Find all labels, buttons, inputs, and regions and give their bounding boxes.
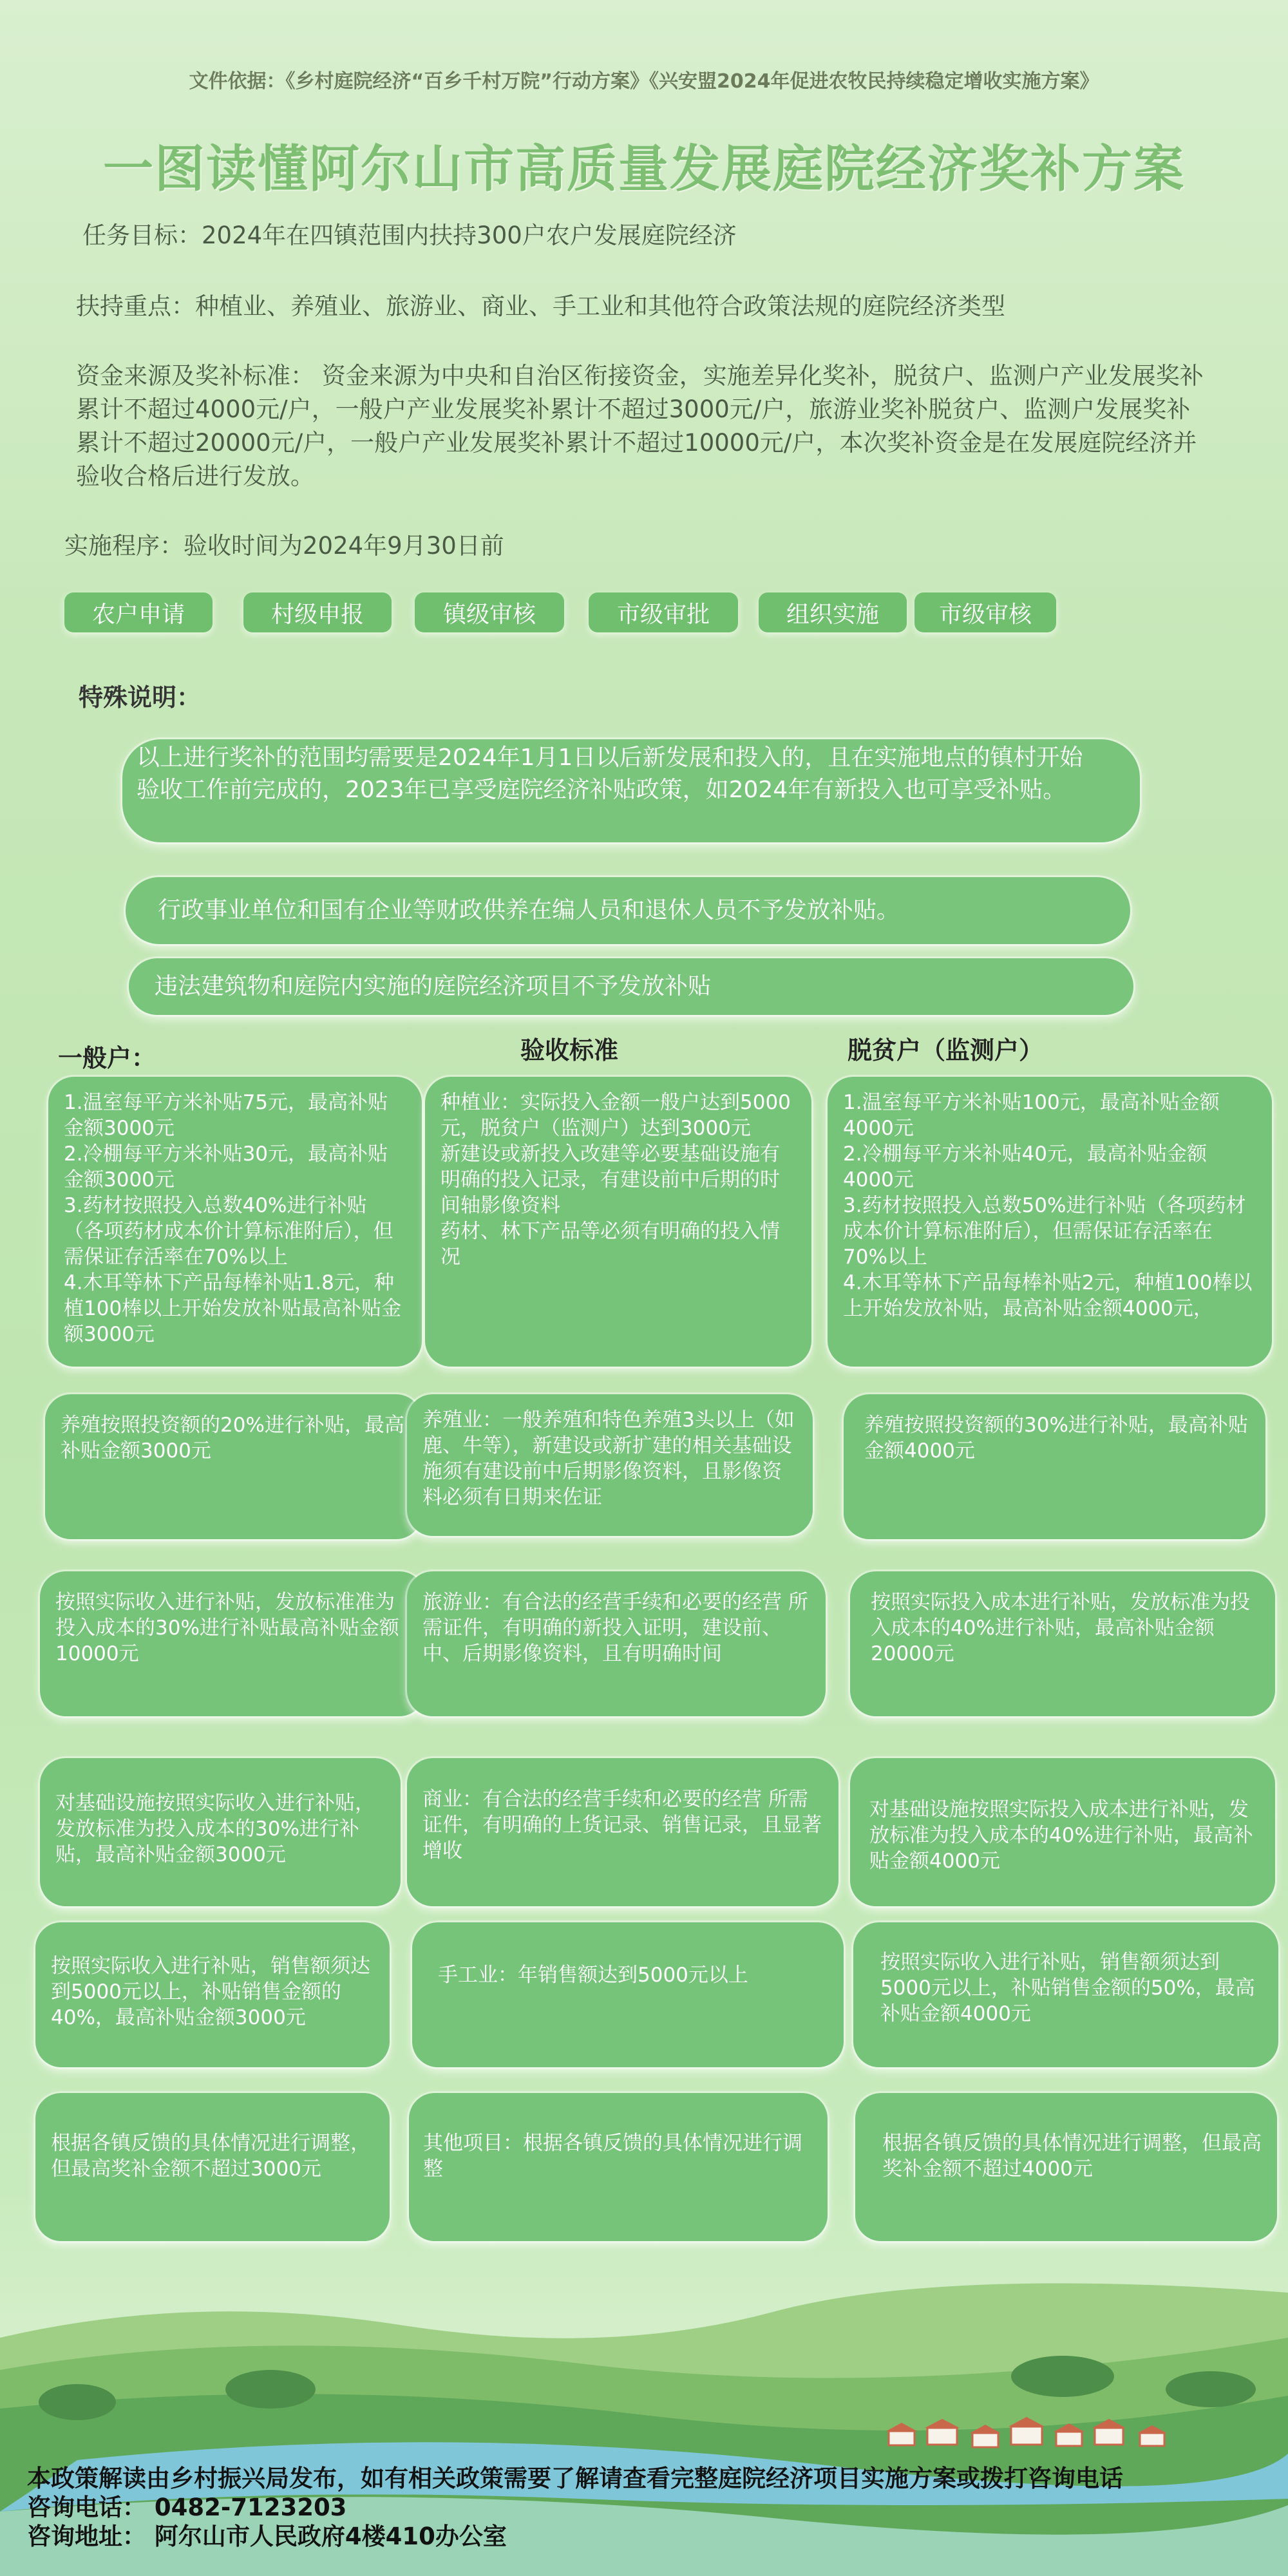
card-general-others: 根据各镇反馈的具体情况进行调整，但最高奖补金额不超过3000元 <box>35 2093 390 2241</box>
card-poor-handicraft: 按照实际收入进行补贴，销售额须达到5000元以上，补贴销售金额的50%，最高补贴金额4000元 <box>853 1922 1278 2067</box>
card-poor-planting: 1.温室每平方米补贴100元，最高补贴金额4000元 2.冷棚每平方米补贴40元，最高补贴金额4000元 3.药材按照投入总数50%进行补贴（各项药材成本价计算标准附后），但需保证存活率在70%以上 4.木耳等林下产品每棒补贴2元，种植100棒以上开始发放补贴，最高补贴金额4000元， <box>828 1077 1272 1367</box>
card-poor-others: 根据各镇反馈的具体情况进行调整，但最高奖补金额不超过4000元 <box>855 2093 1277 2241</box>
funding-standard-text: 资金来源及奖补标准： 资金来源为中央和自治区衔接资金，实施差异化奖补，脱贫户、监测户产业发展奖补累计不超过4000元/户，一般户产业发展奖补累计不超过3000元/户，旅游业奖补脱贫户、监测户发展奖补累计不超过20000元/户，一般户产业发展奖补累计不超过10000元/户，本次奖补资金是在发展庭院经济并验收合格后进行发放。 <box>76 362 1204 490</box>
card-poor-commerce: 对基础设施按照实际投入成本进行补贴，发放标准为投入成本的40%进行补贴，最高补贴金额4000元 <box>850 1758 1275 1906</box>
special-note-illegal-excluded: 违法建筑物和庭院内实施的庭院经济项目不予发放补贴 <box>129 958 1133 1015</box>
procedure-steps <box>64 592 1069 635</box>
step-organize-implement: 组织实施 <box>759 592 907 632</box>
column-general-household: 一般户： <box>58 1044 156 1072</box>
task-goal-text: 任务目标：2024年在四镇范围内扶持300户农户发展庭院经济 <box>82 222 737 249</box>
support-focus-text: 扶持重点：种植业、养殖业、旅游业、商业、手工业和其他符合政策法规的庭院经济类型 <box>76 292 1005 320</box>
card-general-planting: 1.温室每平方米补贴75元，最高补贴金额3000元 2.冷棚每平方米补贴30元，最高补贴金额3000元 3.药材按照投入总数40%进行补贴（各项药材成本价计算标准附后），但需保证存活率在70%以上 4.木耳等林下产品每棒补贴1.8元，种植100棒以上开始发放补贴最高补贴金额3000元 <box>48 1077 422 1367</box>
footer-phone: 咨询电话： 0482-7123203 <box>27 2494 347 2521</box>
card-standard-breeding: 养殖业：一般养殖和特色养殖3头以上（如鹿、牛等），新建设或新扩建的相关基础设施须有建设前中后期影像资料，且影像资料必须有日期来佐证 <box>407 1394 813 1536</box>
card-standard-others: 其他项目：根据各镇反馈的具体情况进行调整 <box>409 2093 828 2241</box>
special-note-staff-excluded: 行政事业单位和国有企业等财政供养在编人员和退休人员不予发放补贴。 <box>126 877 1130 944</box>
card-standard-commerce: 商业：有合法的经营手续和必要的经营 所需证件，有明确的上货记录、销售记录，且显著增收 <box>407 1758 838 1906</box>
card-standard-handicraft: 手工业：年销售额达到5000元以上 <box>412 1922 844 2067</box>
footer-publisher-note: 本政策解读由乡村振兴局发布，如有相关政策需要了解请查看完整庭院经济项目实施方案或拨打咨询电话 <box>27 2465 1123 2492</box>
page-title: 一图读懂阿尔山市高质量发展庭院经济奖补方案 <box>102 140 1185 198</box>
card-standard-planting: 种植业：实际投入金额一般户达到5000元，脱贫户（监测户）达到3000元 新建设或新投入改建等必要基础设施有明确的投入记录，有建设前中后期的时间轴影像资料 药材、林下产品等必须有明确的投入情况 <box>425 1077 811 1367</box>
footer-info <box>27 2464 1276 2551</box>
card-poor-breeding: 养殖按照投资额的30%进行补贴，最高补贴金额4000元 <box>844 1394 1265 1539</box>
card-standard-tourism: 旅游业：有合法的经营手续和必要的经营 所需证件，有明确的新投入证明，建设前、中、后期影像资料，且有明确时间 <box>407 1571 826 1716</box>
special-note-scope: 以上进行奖补的范围均需要是2024年1月1日以后新发展和投入的，且在实施地点的镇村开始验收工作前完成的，2023年已享受庭院经济补贴政策，如2024年有新投入也可享受补贴。 <box>122 739 1140 842</box>
step-town-review: 镇级审核 <box>415 592 564 632</box>
procedure-text: 实施程序：验收时间为2024年9月30日前 <box>64 532 504 560</box>
step-farmer-apply: 农户申请 <box>64 592 213 632</box>
column-poverty-household: 脱贫户（监测户） <box>848 1036 1044 1065</box>
footer-address: 咨询地址： 阿尔山市人民政府4楼410办公室 <box>27 2523 507 2550</box>
card-general-tourism: 按照实际收入进行补贴，发放标准准为投入成本的30%进行补贴最高补贴金额10000元 <box>40 1571 425 1716</box>
step-city-approval: 市级审批 <box>589 592 738 632</box>
step-city-check: 市级审核 <box>914 592 1056 632</box>
column-acceptance-standard: 验收标准 <box>520 1036 619 1065</box>
card-general-breeding: 养殖按照投资额的20%进行补贴，最高补贴金额3000元 <box>45 1394 422 1539</box>
special-notes-label: 特殊说明： <box>79 683 202 712</box>
card-general-handicraft: 按照实际收入进行补贴，销售额须达到5000元以上，补贴销售金额的40%，最高补贴金额3000元 <box>35 1922 390 2067</box>
file-basis-text: 文件依据：《乡村庭院经济“百乡千村万院”行动方案》《兴安盟2024年促进农牧民持续稳定增收实施方案》 <box>189 70 1099 93</box>
step-village-report: 村级申报 <box>243 592 392 632</box>
card-general-commerce: 对基础设施按照实际收入进行补贴，发放标准为投入成本的30%进行补贴，最高补贴金额3000元 <box>40 1758 401 1906</box>
card-poor-tourism: 按照实际投入成本进行补贴，发放标准为投入成本的40%进行补贴，最高补贴金额20000元 <box>850 1571 1275 1716</box>
